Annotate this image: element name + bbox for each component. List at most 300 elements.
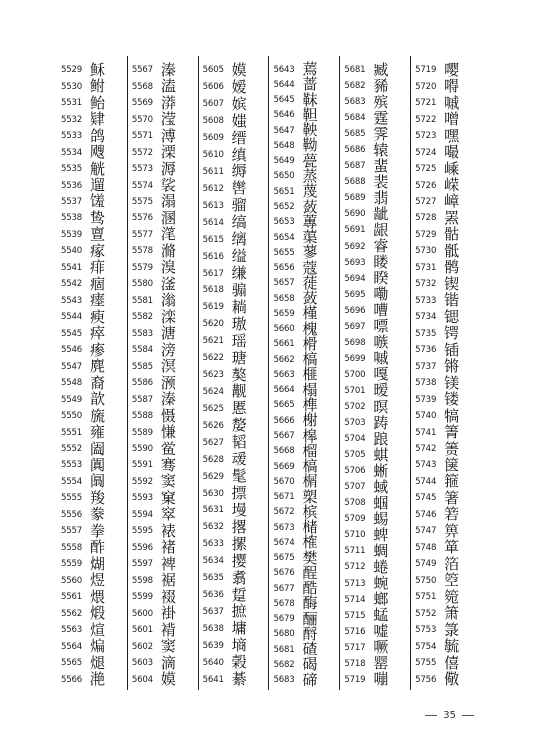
entry-character: 溽 (160, 159, 176, 178)
entry-character: 鞅 (302, 121, 318, 140)
entry (199, 62, 269, 79)
entry-number: 5639 (202, 640, 224, 651)
entry-character: 噌 (444, 110, 460, 129)
entry (199, 147, 269, 164)
entry-number: 5613 (202, 200, 224, 211)
entry-character: 榧 (302, 365, 318, 384)
entry-character: 暧 (373, 381, 389, 400)
entry (57, 408, 127, 424)
entry-character: 箪 (444, 538, 460, 557)
entry-number: 5538 (61, 213, 83, 224)
entry-number: 5649 (273, 156, 295, 167)
entry (57, 78, 127, 94)
entry (128, 309, 198, 325)
entry (340, 415, 410, 431)
entry (128, 671, 198, 687)
entry-character: 箸 (444, 488, 460, 507)
entry (411, 358, 481, 374)
entry (57, 490, 127, 506)
entry-character: 痱 (90, 258, 106, 277)
entry-number: 5657 (273, 278, 295, 289)
entry-character: 缜 (231, 145, 247, 164)
entry-number: 5569 (131, 98, 153, 109)
entry-character: 酹 (302, 624, 318, 643)
entry (57, 605, 127, 621)
entry-character: 酢 (90, 538, 106, 557)
entry (340, 62, 410, 78)
entry-number: 5565 (61, 658, 83, 669)
entry (128, 490, 198, 506)
entry-number: 5729 (415, 229, 437, 240)
entry-character: 榍 (302, 472, 318, 491)
entry-number: 5715 (344, 610, 366, 621)
entry (128, 326, 198, 342)
entry-character: 漭 (160, 93, 176, 112)
entry-number: 5574 (131, 180, 153, 191)
entry-character: 裱 (160, 521, 176, 540)
entry-character: 箍 (444, 472, 460, 491)
entry-character: 滫 (160, 241, 176, 260)
entry (57, 474, 127, 490)
entry-character: 嘎 (373, 365, 389, 384)
entry-character: 锶 (444, 307, 460, 326)
entry-number: 5645 (273, 95, 295, 106)
entry-character: 嘁 (444, 93, 460, 112)
entry-character: 龇 (373, 204, 389, 223)
entry-number: 5603 (131, 658, 153, 669)
entry-character: 睿 (373, 237, 389, 256)
entry (411, 424, 481, 440)
entry-number: 5637 (202, 606, 224, 617)
entry (411, 375, 481, 391)
entry-number: 5711 (344, 546, 366, 557)
entry (199, 113, 269, 130)
entry (128, 243, 198, 259)
entry-number: 5555 (61, 493, 83, 504)
entry-character: 箫 (444, 604, 460, 623)
entry-number: 5661 (273, 339, 295, 350)
entry-number: 5718 (344, 658, 366, 669)
entry-character: 溷 (160, 208, 176, 227)
entry-character: 蓼 (302, 243, 318, 262)
entry-number: 5720 (415, 81, 437, 92)
entry (411, 573, 481, 589)
entry-number: 5531 (61, 98, 83, 109)
entry-character: 溘 (160, 77, 176, 96)
entry (411, 589, 481, 605)
entry (199, 299, 269, 316)
entry-character: 嫒 (231, 77, 247, 96)
entry-character: 辕 (373, 140, 389, 159)
entry (128, 655, 198, 671)
entry-character: 臧 (373, 60, 389, 79)
entry-character: 锵 (444, 357, 460, 376)
entry (199, 604, 269, 621)
entry-number: 5725 (415, 164, 437, 175)
entry-number: 5579 (131, 262, 153, 273)
entry-character: 霁 (373, 124, 389, 143)
entry-number: 5754 (415, 641, 437, 652)
entry-character: 溱 (160, 60, 176, 79)
entry-number: 5634 (202, 556, 224, 567)
entry-number: 5546 (61, 345, 83, 356)
entry-character: 慝 (231, 399, 247, 418)
entry-character: 髦 (231, 467, 247, 486)
entry-number: 5554 (61, 476, 83, 487)
entry-character: 辔 (231, 179, 247, 198)
entry-number: 5716 (344, 626, 366, 637)
entry-character: 溥 (160, 126, 176, 145)
entry-number: 5723 (415, 131, 437, 142)
entry-number: 5652 (273, 202, 295, 213)
entry (57, 358, 127, 374)
entry-number: 5756 (415, 674, 437, 685)
entry (340, 126, 410, 142)
entry-number: 5573 (131, 164, 153, 175)
entry (411, 556, 481, 572)
entry-number: 5745 (415, 493, 437, 504)
entry-number: 5736 (415, 345, 437, 356)
entry (57, 227, 127, 243)
entry-character: 溻 (160, 192, 176, 211)
entry-character: 歆 (90, 390, 106, 409)
entry-number: 5627 (202, 437, 224, 448)
entry-number: 5553 (61, 460, 83, 471)
entry-number: 5575 (131, 196, 153, 207)
entry-number: 5753 (415, 625, 437, 636)
entry-number: 5689 (344, 193, 366, 204)
entry-character: 豢 (90, 505, 106, 524)
entry (57, 573, 127, 589)
entry-character: 蔷 (302, 75, 318, 94)
entry (199, 282, 269, 299)
entry-character: 榭 (302, 411, 318, 430)
entry-number: 5533 (61, 131, 83, 142)
entry-character: 锷 (444, 324, 460, 343)
entry-character: 阗 (90, 455, 106, 474)
entry-number: 5666 (273, 415, 295, 426)
entry-character: 綦 (231, 670, 247, 689)
entry-number: 5601 (131, 625, 153, 636)
entry-character: 獒 (231, 365, 247, 384)
entry-character: 酲 (302, 563, 318, 582)
entry-character: 阘 (90, 472, 106, 491)
entry-number: 5578 (131, 246, 153, 257)
entry-character: 酶 (302, 594, 318, 613)
entry-number: 5731 (415, 262, 437, 273)
entry-character: 蔹 (302, 197, 318, 216)
entry (128, 62, 198, 78)
entry-number: 5672 (273, 507, 295, 518)
entry-number: 5694 (344, 273, 366, 284)
entry-number: 5618 (202, 285, 224, 296)
entry-number: 5650 (273, 171, 295, 182)
entry-character: 窠 (160, 488, 176, 507)
entry-number: 5562 (61, 608, 83, 619)
entry-character: 蔻 (302, 258, 318, 277)
entry-number: 5587 (131, 394, 153, 405)
entry-character: 煳 (90, 554, 106, 573)
entry-number: 5675 (273, 553, 295, 564)
entry-number: 5654 (273, 232, 295, 243)
entry (57, 523, 127, 539)
entry (57, 424, 127, 440)
column-6 (410, 56, 481, 690)
entry-character: 蓴 (302, 212, 318, 231)
entry-number: 5541 (61, 262, 83, 273)
entry-number: 5608 (202, 116, 224, 127)
entry-character: 缣 (231, 264, 247, 283)
entry (411, 276, 481, 292)
entry-number: 5656 (273, 263, 295, 274)
entry-character: 瘃 (90, 241, 106, 260)
entry-number: 5724 (415, 147, 437, 158)
entry-character: 蜚 (373, 156, 389, 175)
entry-number: 5586 (131, 378, 153, 389)
entry-character: 罂 (373, 654, 389, 673)
entry (57, 243, 127, 259)
entry-character: 瘗 (90, 291, 106, 310)
entry-number: 5647 (273, 125, 295, 136)
entry (199, 164, 269, 181)
column-1 (57, 56, 127, 690)
entry (199, 620, 269, 637)
entry-number: 5699 (344, 353, 366, 364)
entry-number: 5734 (415, 312, 437, 323)
entry (199, 180, 269, 197)
entry (411, 605, 481, 621)
column-2 (127, 56, 198, 690)
entry-number: 5686 (344, 145, 366, 156)
entry-number: 5641 (202, 674, 224, 685)
entry-character: 裔 (90, 373, 106, 392)
entry-number: 5706 (344, 466, 366, 477)
entry-number: 5600 (131, 608, 153, 619)
entry-character: 裴 (373, 172, 389, 191)
entry-number: 5684 (344, 113, 366, 124)
entry-character: 嫫 (231, 60, 247, 79)
entry-character: 溏 (160, 324, 176, 343)
entry-number: 5659 (273, 308, 295, 319)
entry-number: 5677 (273, 583, 295, 594)
entry (411, 326, 481, 342)
entry-number: 5744 (415, 476, 437, 487)
entry-number: 5566 (61, 674, 83, 685)
entry (57, 342, 127, 358)
entry (128, 111, 198, 127)
entry (57, 128, 127, 144)
entry-character: 肄 (90, 110, 106, 129)
entry (128, 177, 198, 193)
entry (340, 447, 410, 463)
entry (411, 540, 481, 556)
entry-character: 蔹 (302, 289, 318, 308)
entry-number: 5551 (61, 427, 83, 438)
entry (128, 161, 198, 177)
entry (199, 587, 269, 604)
entry-character: 鲎 (160, 439, 176, 458)
entry-character: 滗 (160, 225, 176, 244)
entry-character: 箢 (444, 587, 460, 606)
entry-number: 5722 (415, 114, 437, 125)
entry (57, 622, 127, 638)
entry-number: 5557 (61, 526, 83, 537)
entry (340, 495, 410, 511)
entry-number: 5568 (131, 81, 153, 92)
page-footer (380, 707, 480, 723)
entry-number: 5707 (344, 482, 366, 493)
entry (411, 474, 481, 490)
character-table (57, 56, 481, 690)
entry (199, 451, 269, 468)
entry (340, 672, 410, 688)
entry-character: 溴 (160, 258, 176, 277)
entry-number: 5545 (61, 328, 83, 339)
entry (57, 161, 127, 177)
entry (199, 468, 269, 485)
entry (411, 309, 481, 325)
entry-character: 碣 (302, 655, 318, 674)
entry (128, 589, 198, 605)
entry-number: 5577 (131, 229, 153, 240)
entry-number: 5688 (344, 177, 366, 188)
entry-character: 拳 (90, 521, 106, 540)
entry-number: 5667 (273, 431, 295, 441)
entry (340, 399, 410, 415)
entry (199, 350, 269, 367)
entry-number: 5714 (344, 594, 366, 605)
entry (57, 276, 127, 292)
entry-character: 槠 (302, 518, 318, 537)
entry-character: 亶 (90, 225, 106, 244)
entry (411, 622, 481, 638)
entry-character: 蕖 (302, 228, 318, 247)
entry-number: 5732 (415, 279, 437, 290)
entry-number: 5737 (415, 361, 437, 372)
entry-character: 滴 (160, 653, 176, 672)
entry-character: 墁 (231, 500, 247, 519)
entry (199, 333, 269, 350)
entry-character: 嵊 (444, 159, 460, 178)
entry-character: 褚 (160, 538, 176, 557)
entry-number: 5537 (61, 196, 83, 207)
entry (199, 96, 269, 113)
entry-number: 5665 (273, 400, 295, 411)
entry-character: 璈 (231, 314, 247, 333)
entry-character: 鹘 (444, 258, 460, 277)
entry-number: 5685 (344, 129, 366, 140)
entry (57, 95, 127, 111)
entry-character: 裾 (160, 571, 176, 590)
entry (128, 95, 198, 111)
entry-number: 5697 (344, 321, 366, 332)
entry-character: 缡 (231, 230, 247, 249)
entry-character: 瑶 (231, 331, 247, 350)
entry (128, 78, 198, 94)
entry-character: 鲋 (90, 77, 106, 96)
entry-character: 锴 (444, 291, 460, 310)
entry-number: 5669 (273, 461, 295, 472)
entry (411, 342, 481, 358)
entry-number: 5680 (273, 629, 295, 640)
entry-number: 5605 (202, 65, 224, 76)
entry-number: 5581 (131, 295, 153, 306)
entry-character: 蜿 (373, 574, 389, 593)
entry-number: 5542 (61, 279, 83, 290)
entry-character: 蓰 (302, 273, 318, 292)
entry-character: 嶂 (444, 192, 460, 211)
entry-number: 5558 (61, 542, 83, 553)
entry-number: 5593 (131, 493, 153, 504)
entry (57, 293, 127, 309)
entry-number: 5590 (131, 444, 153, 455)
entry-character: 榫 (302, 395, 318, 414)
entry-character: 箔 (444, 554, 460, 573)
entry (411, 457, 481, 473)
entry-number: 5742 (415, 444, 437, 455)
entry-number: 5730 (415, 246, 437, 257)
entry-character: 裨 (160, 554, 176, 573)
entry (199, 79, 269, 96)
entry-character: 窣 (160, 505, 176, 524)
entry-number: 5681 (273, 644, 295, 655)
entry-number: 5713 (344, 578, 366, 589)
entry-number: 5638 (202, 623, 224, 634)
entry-character: 锲 (444, 274, 460, 293)
entry-number: 5664 (273, 385, 295, 396)
entry-character: 溧 (160, 143, 176, 162)
entry-number: 5549 (61, 394, 83, 405)
entry (411, 144, 481, 160)
entry-number: 5705 (344, 450, 366, 461)
entry (128, 441, 198, 457)
entry-character: 嘚 (444, 77, 460, 96)
entry-number: 5698 (344, 337, 366, 348)
entry-character: 飕 (90, 143, 106, 162)
entry-number: 5630 (202, 488, 224, 499)
entry-character: 滦 (160, 307, 176, 326)
column-5 (339, 56, 410, 690)
entry (199, 536, 269, 553)
entry (199, 265, 269, 282)
entry (411, 260, 481, 276)
entry (340, 78, 410, 94)
entry-number: 5752 (415, 608, 437, 619)
entry (57, 507, 127, 523)
entry-character: 箓 (444, 620, 460, 639)
entry-character: 溱 (160, 390, 176, 409)
entry-number: 5594 (131, 509, 153, 520)
entry-number: 5750 (415, 575, 437, 586)
entry (199, 570, 269, 587)
entry (128, 375, 198, 391)
entry-number: 5701 (344, 385, 366, 396)
entry-number: 5564 (61, 641, 83, 652)
entry-number: 5617 (202, 268, 224, 279)
entry-character: 龈 (373, 220, 389, 239)
entry-number: 5646 (273, 110, 295, 121)
entry-number: 5626 (202, 420, 224, 431)
entry-number: 5543 (61, 295, 83, 306)
entry (57, 194, 127, 210)
entry-character: 锸 (444, 340, 460, 359)
entry-number: 5692 (344, 241, 366, 252)
entry-character: 箜 (444, 571, 460, 590)
entry-number: 5610 (202, 150, 224, 161)
entry-character: 韬 (231, 433, 247, 452)
entry (340, 479, 410, 495)
entry-number: 5609 (202, 133, 224, 144)
